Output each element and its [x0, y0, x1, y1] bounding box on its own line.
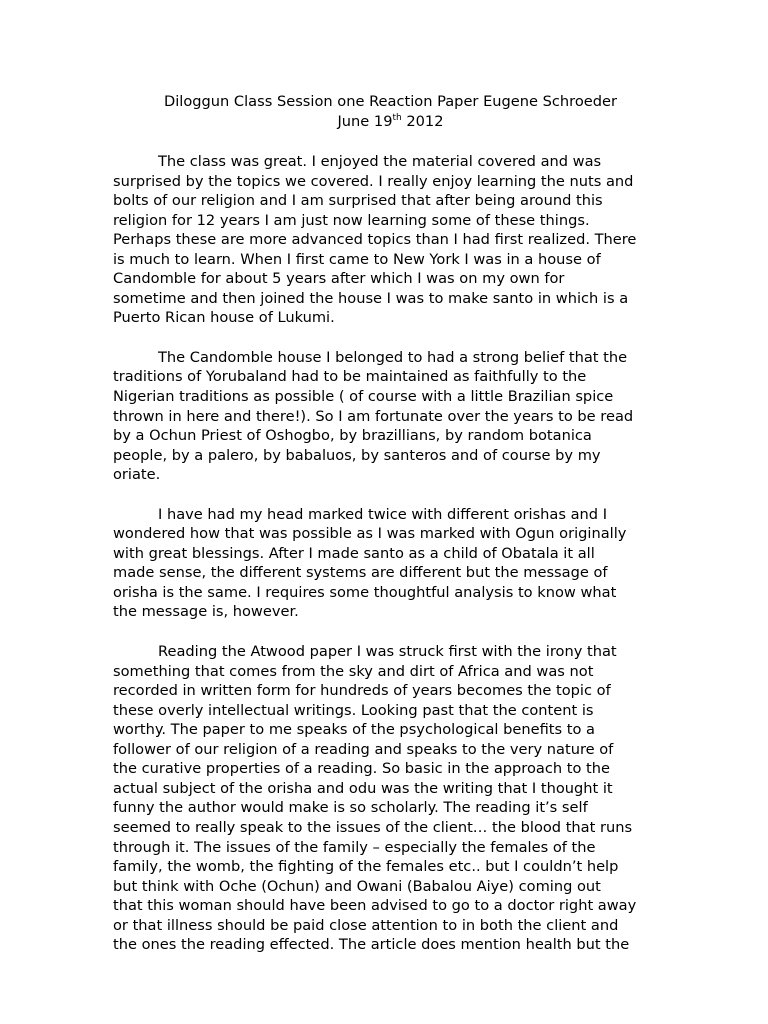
paragraph-line: bolts of our religion and I am surprised that after being around this	[113, 192, 603, 210]
date-ordinal-suffix: th	[392, 113, 402, 124]
body-paragraph	[113, 642, 668, 955]
paragraph-line: follower of our religion of a reading and speaks to the very nature of	[113, 740, 614, 758]
paragraph-line: The class was great. I enjoyed the material covered and was	[158, 153, 602, 170]
paragraph-line: Perhaps these are more advanced topics than I had first realized. There	[113, 231, 637, 249]
date-day: June 19	[337, 113, 393, 130]
paragraph-line: with great blessings. After I made santo as a child of Obatala it all	[113, 544, 595, 562]
paragraph-line: that this woman should have been advised to go to a doctor right away	[113, 897, 637, 915]
paragraph-line: the curative properties of a reading. So basic in the approach to the	[113, 760, 611, 778]
paragraph-line: seemed to really speak to the issues of the client… the blood that runs	[113, 818, 633, 836]
paragraph-line: Candomble for about 5 years after which I was on my own for	[113, 270, 565, 288]
date-year: 2012	[401, 113, 444, 130]
paragraph-line: family, the womb, the fighting of the females etc.. but I couldn’t help	[113, 858, 619, 876]
paragraph-line: thrown in here and there!). So I am fortunate over the years to be read	[113, 407, 634, 425]
paragraph-line: The Candomble house I belonged to had a strong belief that the	[158, 348, 628, 366]
paragraph-line: orisha is the same. I requires some thoughtful analysis to know what	[113, 583, 617, 601]
paragraph-line: these overly intellectual writings. Looking past that the content is	[113, 701, 594, 719]
document-body	[113, 152, 668, 955]
paragraph-line: funny the author would make is so scholarly. The reading it’s self	[113, 799, 588, 817]
paragraph-line: actual subject of the orisha and odu was the writing that I thought it	[113, 779, 613, 797]
paragraph-line: Puerto Rican house of Lukumi.	[113, 309, 335, 327]
paragraph-line: but think with Oche (Ochun) and Owani (Babalou Aiye) coming out	[113, 877, 601, 895]
paragraph-line: the message is, however.	[113, 603, 299, 621]
paragraph-line: the ones the reading effected. The article does mention health but the	[113, 936, 630, 954]
body-paragraph	[113, 152, 668, 328]
paragraph-line: worthy. The paper to me speaks of the psychological benefits to a	[113, 721, 595, 739]
document-title: Diloggun Class Session one Reaction Paper Eugene Schroeder	[163, 93, 618, 110]
paragraph-line: by a Ochun Priest of Oshogbo, by brazillians, by random botanica	[113, 427, 592, 445]
paragraph-line: or that illness should be paid close attention to in both the client and	[113, 916, 619, 934]
paragraph-line: I have had my head marked twice with different orishas and I	[158, 505, 608, 523]
paragraph-line: Reading the Atwood paper I was struck first with the irony that	[158, 643, 617, 661]
paragraph-line: oriate.	[113, 466, 161, 484]
paragraph-line: religion for 12 years I am just now learning some of these things.	[113, 211, 590, 229]
paragraph-line: made sense, the different systems are different but the message of	[113, 564, 608, 582]
paragraph-line: through it. The issues of the family – especially the females of the	[113, 838, 596, 856]
paragraph-line: sometime and then joined the house I was to make santo in which is a	[113, 289, 629, 307]
body-paragraph	[113, 505, 668, 622]
paragraph-line: surprised by the topics we covered. I really enjoy learning the nuts and	[113, 172, 634, 190]
document-date	[113, 112, 668, 132]
paragraph-line: wondered how that was possible as I was marked with Ogun originally	[113, 525, 627, 543]
paragraph-line: recorded in written form for hundreds of years becomes the topic of	[113, 682, 611, 700]
paragraph-line: Nigerian traditions as possible ( of course with a little Brazilian spice	[113, 388, 614, 406]
paragraph-line: is much to learn. When I first came to New York I was in a house of	[113, 250, 601, 268]
body-paragraph	[113, 348, 668, 485]
paragraph-line: traditions of Yorubaland had to be maintained as faithfully to the	[113, 368, 587, 386]
paragraph-line: something that comes from the sky and dirt of Africa and was not	[113, 662, 594, 680]
paragraph-line: people, by a palero, by babaluos, by santeros and of course by my	[113, 446, 601, 464]
